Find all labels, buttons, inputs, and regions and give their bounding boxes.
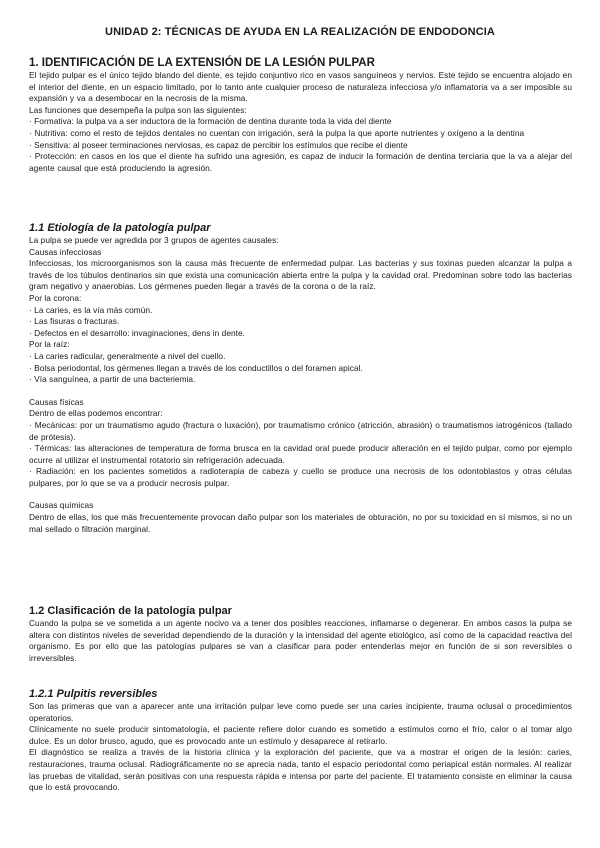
list-item: · Formativa: la pulpa va a ser inductora de la formación de dentina durante toda la vida del diente: [29, 116, 392, 127]
subheading: Por la corona:: [29, 292, 82, 303]
subheading: Causas infecciosas: [29, 246, 102, 257]
section-heading: 1.1 Etiología de la patología pulpar: [29, 222, 211, 234]
list-item: · Radiación: en los pacientes sometidos a radioterapia de cabeza y cuello se produce una necrosis de los odontoblastos y otras células pulpares, por lo que se va a producir necrosis pulpar.: [29, 466, 572, 488]
section-etiologia: [29, 221, 572, 535]
paragraph: Dentro de ellas podemos encontrar:: [29, 408, 163, 419]
paragraph: El tejido pulpar es el único tejido blando del diente, es tejido conjuntivo rico en vasos sanguíneos y nervios. Este tejido se encuentra alojado en el interior del diente, en un espacio limitado, por lo tanto ante cualquier proceso de naturaleza infecciosa y/o inflamatoria va a ser imposible su expansión y va a desembocar en la necrosis de la misma.: [29, 70, 572, 104]
paragraph: Son las primeras que van a aparecer ante una irritación pulpar leve como puede ser una caries incipiente, trauma oclusal o procedimientos operatorios.: [29, 701, 572, 723]
list-item: · La caries, es la vía más común.: [29, 304, 153, 315]
paragraph: El diagnóstico se realiza a través de la historia clínica y la exploración del paciente, que va a mostrar el origen de la lesión: caries, restauraciones, trauma oclusal. Radiográficamente no se aprecia nada, tanto el espacio periodontal como periapical están normales. Al realizar las pruebas de vitalidad, serán positivas con una respuesta rápida e intensa por parte del paciente. El tratamiento consiste en eliminar la causa que lo está provocando.: [29, 747, 572, 793]
paragraph: Clínicamente no suele producir sintomatología, el paciente refiere dolor cuando es sometido a estímulos como el frío, calor o al tomar algo dulce. Es un dolor brusco, agudo, que es provocado ante un estímulo y desaparece al retirarlo.: [29, 724, 572, 746]
section-heading: 1. IDENTIFICACIÓN DE LA EXTENSIÓN DE LA LESIÓN PULPAR: [29, 57, 375, 69]
paragraph: Las funciones que desempeña la pulpa son las siguientes:: [29, 104, 247, 115]
list-item: · Mecánicas: por un traumatismo agudo (fractura o luxación), por traumatismo crónico (atricción, abrasión) o traumatismos iatrogénicos (tallado de prótesis).: [29, 419, 572, 442]
section-heading: 1.2 Clasificación de la patología pulpar: [29, 605, 232, 617]
list-item: · Sensitiva: al poseer terminaciones nerviosas, es capaz de percibir los estímulos que recibe el diente: [29, 139, 408, 150]
list-item: · Las fisuras o fracturas.: [29, 316, 120, 327]
section-identificacion: [29, 56, 572, 174]
document-title: UNIDAD 2: TÉCNICAS DE AYUDA EN LA REALIZACIÓN DE ENDODONCIA: [105, 26, 495, 38]
section-pulpitis-reversibles: [29, 687, 572, 794]
list-item: · La caries radicular, generalmente a nivel del cuello.: [29, 350, 226, 361]
list-item: · Térmicas: las alteraciones de temperatura de forma brusca en la cavidad oral puede producir alteración en el tejido pulpar, como por ejemplo ocurre al utilizar el instrumental rotatorio sin refrigeración adecuada.: [29, 443, 572, 465]
paragraph: Dentro de ellas, los que más frecuentemente provocan daño pulpar son los materiales de obturación, no por su toxicidad en sí mismos, si no un mal sellado o filtración marginal.: [29, 512, 572, 534]
subheading: Causas químicas: [29, 500, 94, 511]
paragraph: Infecciosas, los microorganismos son la causa más frecuente de enfermedad pulpar. Las bacterias y sus toxinas pueden alcanzar la pulpa a través de los túbulos dentinarios sin que exista una comunicación abierta entre la pulpa y la cavidad oral. Predominan sobre todo las bacterias gram negativo y anaerobias. Los gérmenes pueden llegar a través de la corona o de la raíz.: [29, 258, 572, 292]
section-heading: 1.2.1 Pulpitis reversibles: [29, 688, 158, 700]
list-item: · Bolsa periodontal, los gérmenes llegan a través de los conductillos o del foramen apical.: [29, 362, 363, 373]
list-item: · Protección: en casos en los que el diente ha sufrido una agresión, es capaz de inducir la formación de dentina terciaria que la va a alejar del agente causal que está produciendo la agresión.: [29, 151, 572, 173]
list-item: · Vía sanguínea, a partir de una bacteriemia.: [29, 374, 196, 385]
list-item: · Nutritiva: como el resto de tejidos dentales no cuentan con irrigación, será la pulpa la que aporte nutrientes y oxígeno a la dentina: [29, 127, 525, 138]
section-clasificacion: [29, 604, 572, 664]
subheading: Por la raíz:: [29, 339, 70, 350]
paragraph: La pulpa se puede ver agredida por 3 grupos de agentes causales:: [29, 235, 279, 245]
subheading: Causas físicas: [29, 396, 84, 407]
paragraph: Cuando la pulpa se ve sometida a un agente nocivo va a tener dos posibles reacciones, inflamarse o degenerar. En ambos casos la pulpa se altera con distintos niveles de severidad dependiendo de la duración y la intensidad del agente etiológico, así como de la capacidad reactiva del organismo. Es por ello que las patologías pulpares se van a clasificar para poder entenderlas mejor en función de si son reversibles o irreversibles.: [29, 618, 572, 663]
list-item: · Defectos en el desarrollo: invaginaciones, dens in dente.: [29, 327, 246, 338]
